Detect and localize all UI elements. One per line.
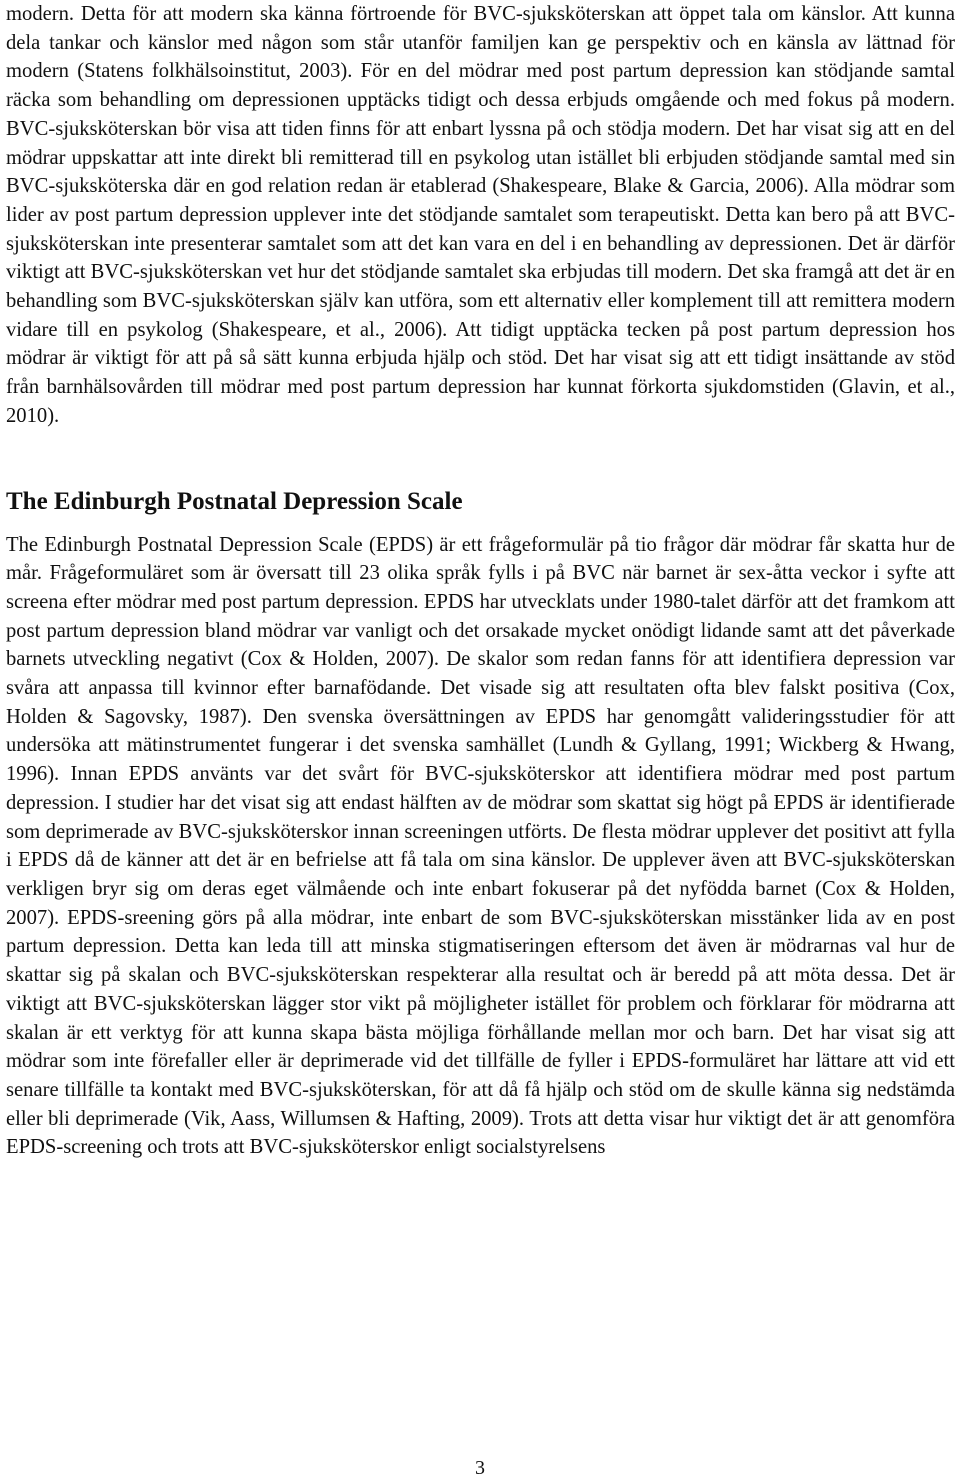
paragraph-epds: The Edinburgh Postnatal Depression Scale (EPDS) är ett frågeformulär på tio frågor där mödrar får skatta hur de mår. Frågeformuläret som är översatt till 23 olika språk fylls i på BVC när barnet är sex-åtta veckor i syfte att screena efter mödrar med post partum depression. EPDS har utvecklats under 1980-talet därför att det framkom att post partum depression bland mödrar var vanligt och det orsakade mycket onödigt lidande samt att det påverkade barnets utveckling negativt (Cox & Holden, 2007). De skalor som redan fanns för att identifiera depression var svåra att anpassa till kvinnor efter barnafödande. Det visade sig att resultaten ofta blev falskt positiva (Cox, Holden & Sagovsky, 1987). Den svenska översättningen av EPDS har genomgått valideringsstudier för att undersöka att mätinstrumentet fungerar i det svenska samhället (Lundh & Gyllang, 1991; Wickberg & Hwang, 1996). Innan EPDS använts var det svårt för BVC-sjuksköterskor att identifiera mödrar med post partum depression. I studier har det visat sig att endast hälften av de mödrar som skattat sig högt på EPDS är identifierade som deprimerade av BVC-sjuksköterskor innan screeningen utförts. De flesta mödrar upplever det positivt att fylla i EPDS då de känner att det är en befrielse att få tala om sina känslor. De upplever även att BVC-sjuksköterskan verkligen bryr sig om deras eget välmående och inte enbart fokuserar på det nyfödda barnet (Cox & Holden, 2007). EPDS-sreening görs på alla mödrar, inte enbart de som BVC-sjuksköterskan misstänker lida av en post partum depression. Detta kan leda till att minska stigmatiseringen eftersom det även är mödrarnas val hur de skattar sig på skalan och BVC-sjuksköterskan respekterar alla resultat och är beredd på att möta dessa. Det är viktigt att BVC-sjuksköterskan lägger stor vikt på möjligheter istället för problem och förklarar för mödrarna att skalan är ett verktyg för att kunna skapa bästa möjliga förhållande mellan mor och barn. Det har visat sig att mödrar som inte förefaller eller är deprimerade vid det tillfälle de fyller i EPDS-formuläret har lättare att vid ett senare tillfälle ta kontakt med BVC-sjuksköterskan, för att då få hjälp och stöd om de skulle känna sig nedstämda eller bli deprimerade (Vik, Aass, Willumsen & Hafting, 2009). Trots att detta visar hur viktigt det är att genomföra EPDS-screening och trots att BVC-sjuksköterskor enligt socialstyrelsens [6,533,955,1159]
document-page [6,0,955,1162]
section-heading: The Edinburgh Postnatal Depression Scale [6,487,463,515]
page-number: 3 [475,1457,485,1479]
paragraph-support-conversations: modern. Detta för att modern ska känna förtroende för BVC-sjuksköterskan att öppet tala om känslor. Att kunna dela tankar och känslor med någon som står utanför familjen kan ge perspektiv och en känsla av lättnad för modern (Statens folkhälsoinstitut, 2003). För en del mödrar med post partum depression kan stödjande samtal räcka som behandling om depressionen upptäcks tidigt och dessa erbjuds omgående och med fokus på modern. BVC-sjuksköterskan bör visa att tiden finns för att enbart lyssna på och stödja modern. Det har visat sig att en del mödrar uppskattar att inte direkt bli remitterad till en psykolog utan istället bli erbjuden stödjande samtal med sin BVC-sjuksköterska där en god relation redan är etablerad (Shakespeare, Blake & Garcia, 2006). Alla mödrar som lider av post partum depression upplever inte det stödjande samtalet som terapeutiskt. Detta kan bero på att BVC-sjuksköterskan inte presenterar samtalet som att det kan vara en del i en behandling av depressionen. Det är därför viktigt att BVC-sjuksköterskan vet hur det stödjande samtalet ska erbjudas till modern. Det ska framgå att det är en behandling som BVC-sjuksköterskan själv kan utföra, som ett alternativ eller komplement till att remittera modern vidare till en psykolog (Shakespeare, et al., 2006). Att tidigt upptäcka tecken på post partum depression hos mödrar är viktigt för att på så sätt kunna erbjuda hjälp och stöd. Det har visat sig att ett tidigt insättande av stöd från barnhälsovården till mödrar med post partum depression har kunnat förkorta sjukdomstiden (Glavin, et al., 2010). [6,3,955,427]
